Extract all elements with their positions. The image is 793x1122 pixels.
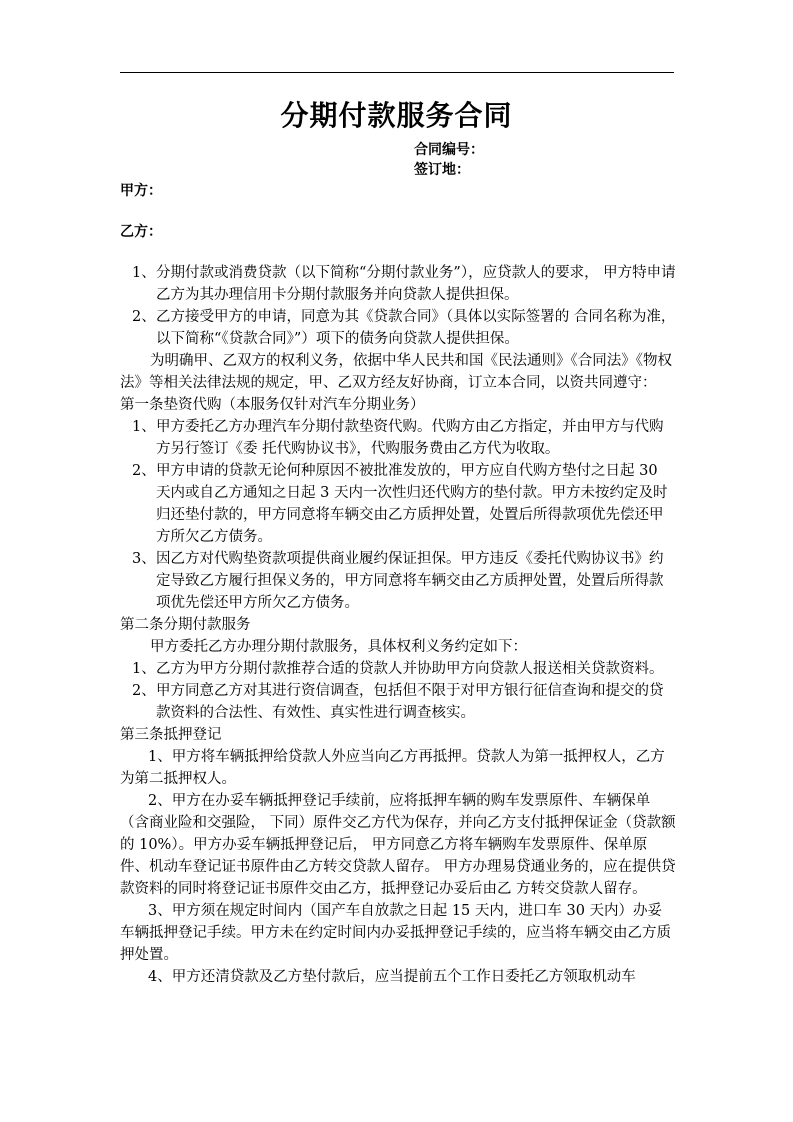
contract-body [120,262,676,988]
article-1-heading: 第一条垫资代购（本服务仅针对汽车分期业务） [120,397,425,413]
intro-item [120,262,676,306]
item-text: 乙方为甲方分期付款推荐合适的贷款人并协助甲方向贷款人报送相关贷款资料。 [156,661,664,677]
intro-item [120,306,676,350]
item-text: 甲方同意乙方对其进行资信调查，包括但不限于对甲方银行征信查询和提交的贷款资料的合法性、有效性、真实性进行调查核实。 [156,683,664,721]
article-2-heading: 第二条分期付款服务 [120,617,251,633]
item-number: 1、 [132,661,156,677]
item-number: 2、 [132,683,156,699]
article-1-item [120,416,676,460]
article-3-paragraph: 4、甲方还清贷款及乙方垫付款后，应当提前五个工作日委托乙方领取机动车 [148,969,636,985]
item-text: 甲方申请的贷款无论何种原因不被批准发放的，甲方应自代购方垫付之日起 30 天内或自乙方通知之日起 3 天内一次性归还代购方的垫付款。甲方未按约定及时归还垫付款的，甲方同意将车辆交由乙方质押处置，处置后所得款项优先偿还甲方所欠乙方债务。 [156,463,668,545]
item-number: 2、 [132,463,156,479]
item-text: 因乙方对代购垫资款项提供商业履约保证担保。甲方违反《委托代购协议书》约定导致乙方履行担保义务的，甲方同意将车辆交由乙方质押处置，处置后所得款项优先偿还甲方所欠乙方债务。 [156,551,664,611]
article-2-item [120,658,676,680]
article-3-paragraph: 3、甲方须在规定时间内（国产车自放款之日起 15 天内，进口车 30 天内）办妥车辆抵押登记手续。甲方未在约定时间内办妥抵押登记手续的，应当将车辆交由乙方质押处置。 [120,903,671,963]
item-number: 2、 [132,309,156,325]
article-1-item [120,548,676,614]
item-text: 乙方接受甲方的申请，同意为其《贷款合同》（具体以实际签署的 合同名称为准，以下简称“《贷款合同》”）项下的债务向贷款人提供担保。 [156,309,676,347]
item-text: 分期付款或消费贷款（以下简称“分期付款业务”），应贷款人的要求， 甲方特申请乙方为其办理信用卡分期付款服务并向贷款人提供担保。 [156,265,676,303]
item-number: 3、 [132,551,156,567]
header-rule [120,72,674,73]
item-number: 1、 [132,419,156,435]
article-1-item [120,460,676,548]
intro-paragraph: 为明确甲、乙双方的权利义务，依据中华人民共和国《民法通则》《合同法》《物权法》等相关法律法规的规定，甲、乙双方经友好协商，订立本合同，以资共同遵守： [120,353,672,391]
item-number: 1、 [132,265,156,281]
article-3-heading: 第三条抵押登记 [120,727,222,743]
party-a-label: 甲方： [120,183,162,199]
signing-place-label: 签订地： [414,162,470,178]
article-2-item [120,680,676,724]
article-3-paragraph: 2、甲方在办妥车辆抵押登记手续前，应将抵押车辆的购车发票原件、车辆保单（含商业险和交强险， 下同）原件交乙方代为保存，并向乙方支付抵押保证金（贷款额的 10%）。甲方办妥车辆抵押登记后， 甲方同意乙方将车辆购车发票原件、保单原件、机动车登记证书原件由乙方转交贷款人留存。 甲方办理易贷通业务的，应在提供贷款资料的同时将登记证书原件交由乙方，抵押登记办妥后由乙 方转交贷款人留存。 [120,793,676,897]
party-b-label: 乙方： [120,224,162,240]
page-title: 分期付款服务合同 [280,99,513,132]
item-text: 甲方委托乙方办理汽车分期付款垫资代购。代购方由乙方指定，并由甲方与代购方另行签订《委 托代购协议书》，代购服务费由乙方代为收取。 [156,419,664,457]
article-2-intro: 甲方委托乙方办理分期付款服务，具体权利义务约定如下： [150,639,527,655]
contract-number-label: 合同编号： [414,142,484,158]
article-3-paragraph: 1、甲方将车辆抵押给贷款人外应当向乙方再抵押。贷款人为第一抵押权人，乙方为第二抵押权人。 [120,749,665,787]
